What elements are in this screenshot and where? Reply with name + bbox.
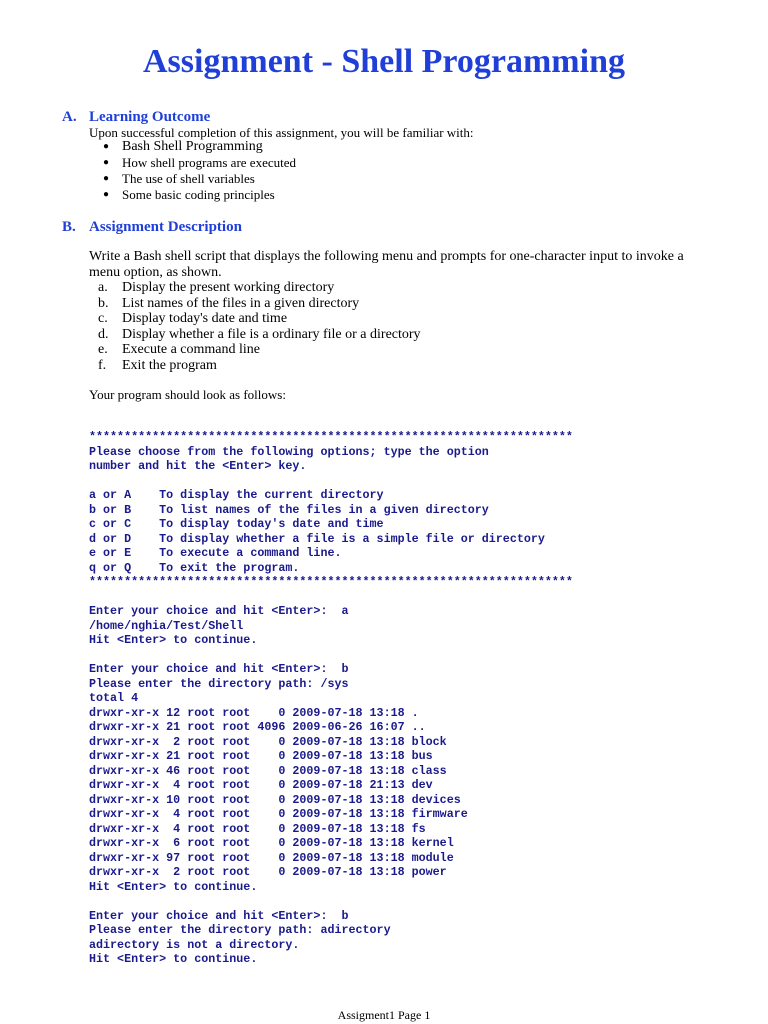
list-item: f. Exit the program xyxy=(98,357,217,373)
page-footer: Assigment1 Page 1 xyxy=(337,1008,431,1022)
section-b-heading xyxy=(62,218,242,236)
section-a-letter: A. xyxy=(62,109,77,125)
page-title: Assignment - Shell Programming xyxy=(143,43,625,80)
sample-terminal-output: ********************************************************************* Please choose from the following options; type the option number and hit the <Enter> key. a or A To display the current directory b or B To list names of the files in a given directory c or C To display today's date and time d or D To display whether a file is a simple file or directory e or E To execute a command line. q or Q To exit the program. ********************************************************************* Enter your choice and hit <Enter>: a /home/nghia/Test/Shell Hit <Enter> to continue. Enter your choice and hit <Enter>: b Please enter the directory path: /sys total 4 drwxr-xr-x 12 root root 0 2009-07-18 13:18 . drwxr-xr-x 21 root root 4096 2009-06-26 16:07 .. drwxr-xr-x 2 root root 0 2009-07-18 13:18 block drwxr-xr-x 21 root root 0 2009-07-18 13:18 bus drwxr-xr-x 46 root root 0 2009-07-18 13:18 class drwxr-xr-x 4 root root 0 2009-07-18 21:13 dev drwxr-xr-x 10 root root 0 2009-07-18 13:18 devices drwxr-xr-x 4 root root 0 2009-07-18 13:18 firmware drwxr-xr-x 4 root root 0 2009-07-18 13:18 fs drwxr-xr-x 6 root root 0 2009-07-18 13:18 kernel drwxr-xr-x 97 root root 0 2009-07-18 13:18 module drwxr-xr-x 2 root root 0 2009-07-18 13:18 power Hit <Enter> to continue. Enter your choice and hit <Enter>: b Please enter the directory path: adirectory adirectory is not a directory. Hit <Enter> to continue. xyxy=(89,430,573,966)
menu-options-list xyxy=(98,280,421,374)
section-b-letter: B. xyxy=(62,219,76,235)
list-item: e. Execute a command line xyxy=(98,342,260,358)
list-item: ● The use of shell variables xyxy=(103,171,255,186)
list-item: c. Display today's date and time xyxy=(98,311,288,327)
section-a-heading xyxy=(62,108,210,126)
list-item: a. Display the present working directory xyxy=(98,280,335,295)
list-item: d. Display whether a file is a ordinary file or a directory xyxy=(98,326,421,342)
learning-outcome-list xyxy=(89,139,296,203)
learning-outcome-intro: Upon successful completion of this assignment, you will be familiar with: xyxy=(89,125,474,140)
bullet-icon: ● xyxy=(103,189,110,200)
list-item: ● Some basic coding principles xyxy=(103,187,275,202)
list-item: ● Bash Shell Programming xyxy=(103,139,263,154)
bullet-icon: ● xyxy=(103,157,110,168)
assignment-description: Write a Bash shell script that displays the following menu and prompts for one-character input to invoke a menu option, as shown. xyxy=(89,249,684,280)
section-a-title: Learning Outcome xyxy=(89,109,211,125)
program-look-label: Your program should look as follows: xyxy=(89,387,286,402)
list-item: b. List names of the files in a given directory xyxy=(98,295,360,311)
list-item: ● How shell programs are executed xyxy=(103,155,296,170)
bullet-icon: ● xyxy=(103,141,110,152)
bullet-icon: ● xyxy=(103,173,110,184)
section-b-title: Assignment Description xyxy=(89,219,242,235)
